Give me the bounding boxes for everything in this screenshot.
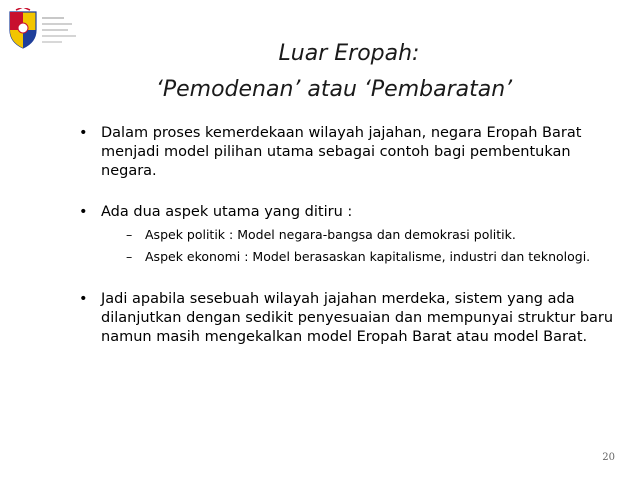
title-line-2: ‘Pemodenan’ atau ‘Pembaratan’ bbox=[155, 77, 513, 102]
bullet-text: Dalam proses kemerdekaan wilayah jajahan, negara Eropah Barat menjadi model pilihan utama sebagai contoh bagi pembentukan negara. bbox=[101, 125, 582, 179]
sub-bullet-text: Aspek politik : Model negara-bangsa dan demokrasi politik. bbox=[145, 227, 516, 242]
bullet-text: Ada dua aspek utama yang ditiru : bbox=[101, 204, 353, 220]
sub-bullet-item-2 bbox=[101, 248, 618, 266]
bullet-item-2 bbox=[78, 203, 618, 266]
page-number: 20 bbox=[602, 452, 615, 463]
bullet-list bbox=[78, 124, 618, 369]
slide-title bbox=[0, 36, 638, 108]
title-line-1: Luar Eropah: bbox=[278, 41, 420, 66]
sub-bullet-text: Aspek ekonomi : Model berasaskan kapitalisme, industri dan teknologi. bbox=[145, 249, 591, 264]
bullet-item-1 bbox=[78, 124, 618, 181]
dash-glyph: – bbox=[126, 227, 133, 242]
bullet-item-3 bbox=[78, 290, 618, 347]
sub-bullet-item-1 bbox=[101, 226, 618, 244]
bullet-glyph: • bbox=[79, 291, 88, 307]
bullet-glyph: • bbox=[79, 125, 88, 141]
bullet-text: Jadi apabila sesebuah wilayah jajahan merdeka, sistem yang ada dilanjutkan dengan sedikit penyesuaian dan mempunyai struktur baru namun masih mengekalkan model Eropah Barat atau model Barat. bbox=[101, 291, 614, 345]
dash-glyph: – bbox=[126, 249, 133, 264]
bullet-glyph: • bbox=[79, 204, 88, 220]
